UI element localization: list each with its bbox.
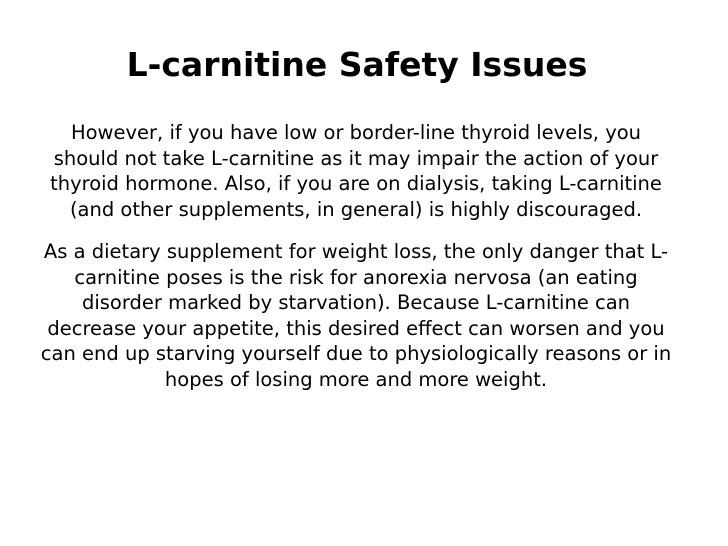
slide-title: L-carnitine Safety Issues <box>126 45 588 84</box>
slide-body <box>40 120 672 392</box>
paragraph-thyroid-dialysis: However, if you have low or border-line thyroid levels, you should not take L-carnitine as it may impair the action of your thyroid hormone. Also, if you are on dialysis, taking L-carnitine (and other supplements, in general) is highly discouraged. <box>50 121 662 221</box>
paragraph-weight-loss-danger: As a dietary supplement for weight loss, the only danger that L-carnitine poses is the risk for anorexia nervosa (an eating disorder marked by starvation). Because L-carnitine can decrease your appetite, this desired effect can worsen and you can end up starving yourself due to physiologically reasons or in hopes of losing more and more weight. <box>40 240 672 391</box>
